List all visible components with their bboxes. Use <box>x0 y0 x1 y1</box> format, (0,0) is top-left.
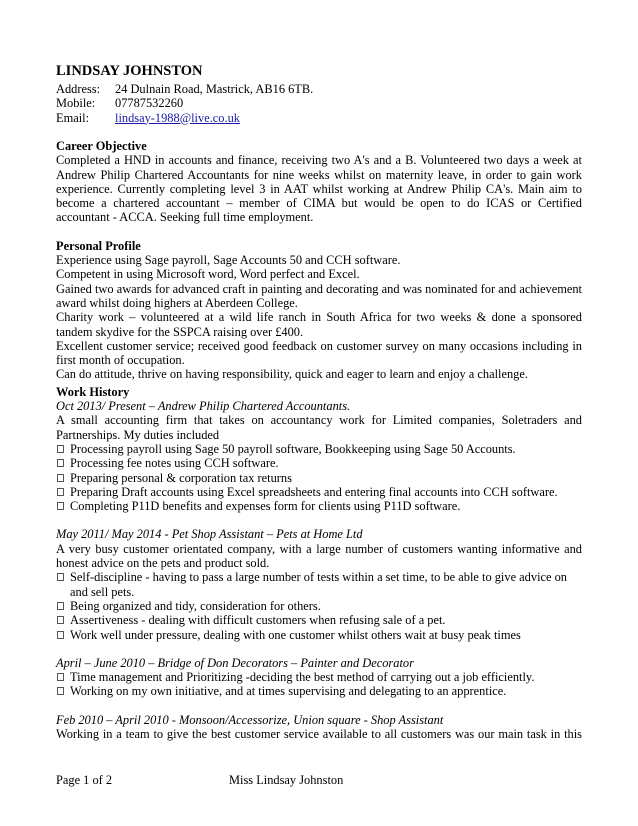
list-item: Preparing personal & corporation tax returns <box>56 471 582 485</box>
profile-line: Competent in using Microsoft word, Word perfect and Excel. <box>56 267 360 282</box>
page-footer <box>56 773 582 787</box>
checkbox-bullet-icon <box>57 445 64 453</box>
contact-label: Mobile: <box>56 96 96 111</box>
list-item: Assertiveness - dealing with difficult customers when refusing sale of a pet. <box>56 613 582 627</box>
checkbox-bullet-icon <box>57 602 64 610</box>
candidate-name: LINDSAY JOHNSTON <box>56 63 203 79</box>
checkbox-bullet-icon <box>57 488 64 496</box>
job-duties-list <box>56 442 582 513</box>
cv-body <box>56 139 582 741</box>
contact-label: Email: <box>56 110 90 125</box>
job-duties-list <box>56 570 582 641</box>
list-item: Work well under pressure, dealing with one customer whilst others wait at busy peak times <box>56 628 582 642</box>
profile-line: Experience using Sage payroll, Sage Accounts 50 and CCH software. <box>56 253 401 268</box>
job-title: April – June 2010 – Bridge of Don Decorators – Painter and Decorator <box>56 655 414 670</box>
work-history-heading: Work History <box>56 384 130 399</box>
contact-address <box>56 82 582 96</box>
profile-line: Charity work – volunteered at a wild life ranch in South Africa for two weeks & done a sponsored tandem skydive for the SSPCA raising over £400. <box>56 310 582 339</box>
checkbox-bullet-icon <box>57 573 64 581</box>
checkbox-bullet-icon <box>57 459 64 467</box>
job-title: May 2011/ May 2014 - Pet Shop Assistant – Pets at Home Ltd <box>56 527 363 542</box>
checkbox-bullet-icon <box>57 474 64 482</box>
list-item: Processing fee notes using CCH software. <box>56 456 582 470</box>
address-value: 24 Dulnain Road, Mastrick, AB16 6TB. <box>115 82 314 96</box>
contact-block <box>56 82 582 125</box>
checkbox-bullet-icon <box>57 502 64 510</box>
profile-line: Gained two awards for advanced craft in painting and decorating and was nominated for and achievement award whilst doing highers at Aberdeen College. <box>56 281 582 310</box>
list-item: Working on my own initiative, and at times supervising and delegating to an apprentice. <box>56 684 582 698</box>
career-objective-text: Completed a HND in accounts and finance, receiving two A's and a B. Volunteered two days a week at Andrew Philip Chartered Accountants for nine weeks whilst on maternity leave, in order to gain work experience. Currently completing level 3 in AAT whilst working at Andrew Philip CA's. Main aim to become a chartered accountant – member of CIMA but would be open to do ICAS or Certified accountant - ACCA. Seeking full time employment. <box>56 153 582 225</box>
checkbox-bullet-icon <box>57 631 64 639</box>
list-item: Being organized and tidy, consideration for others. <box>56 599 582 613</box>
profile-line: Can do attitude, thrive on having responsibility, quick and eager to learn and enjoy a challenge. <box>56 367 528 382</box>
email-link[interactable]: lindsay-1988@live.co.uk <box>115 110 240 125</box>
personal-profile-heading: Personal Profile <box>56 238 141 253</box>
job-description: A small accounting firm that takes on accountancy work for Limited companies, Soletraders and Partnerships. My duties included <box>56 413 582 442</box>
job-title: Feb 2010 – April 2010 - Monsoon/Accessorize, Union square - Shop Assistant <box>56 712 444 727</box>
mobile-value: 07787532260 <box>115 96 184 111</box>
job-description: Working in a team to give the best customer service available to all customers was our main task in this <box>56 726 582 741</box>
list-item: Processing payroll using Sage 50 payroll software, Bookkeeping using Sage 50 Accounts. <box>56 442 582 456</box>
contact-email <box>56 111 582 125</box>
list-item: Self-discipline - having to pass a large number of tests within a set time, to be able to give advice on and sell pets. <box>56 570 582 599</box>
footer-name: Miss Lindsay Johnston <box>229 773 344 787</box>
checkbox-bullet-icon <box>57 616 64 624</box>
list-item: Time management and Prioritizing -deciding the best method of carrying out a job efficiently. <box>56 670 582 684</box>
profile-line: Excellent customer service; received good feedback on customer survey on many occasions including in first month of occupation. <box>56 338 582 368</box>
checkbox-bullet-icon <box>57 673 64 681</box>
checkbox-bullet-icon <box>57 687 64 695</box>
contact-mobile <box>56 96 582 110</box>
contact-label: Address: <box>56 82 101 96</box>
list-item: Preparing Draft accounts using Excel spreadsheets and entering final accounts into CCH software. <box>56 485 582 499</box>
career-objective-heading: Career Objective <box>56 139 147 153</box>
list-item: Completing P11D benefits and expenses form for clients using P11D software. <box>56 499 582 513</box>
job-description: A very busy customer orientated company, with a large number of customers wanting informative and honest advice on the pets and product sold. <box>56 541 582 571</box>
page-number: Page 1 of 2 <box>56 773 113 787</box>
job-duties-list <box>56 670 582 699</box>
job-title: Oct 2013/ Present – Andrew Philip Chartered Accountants. <box>56 399 351 414</box>
